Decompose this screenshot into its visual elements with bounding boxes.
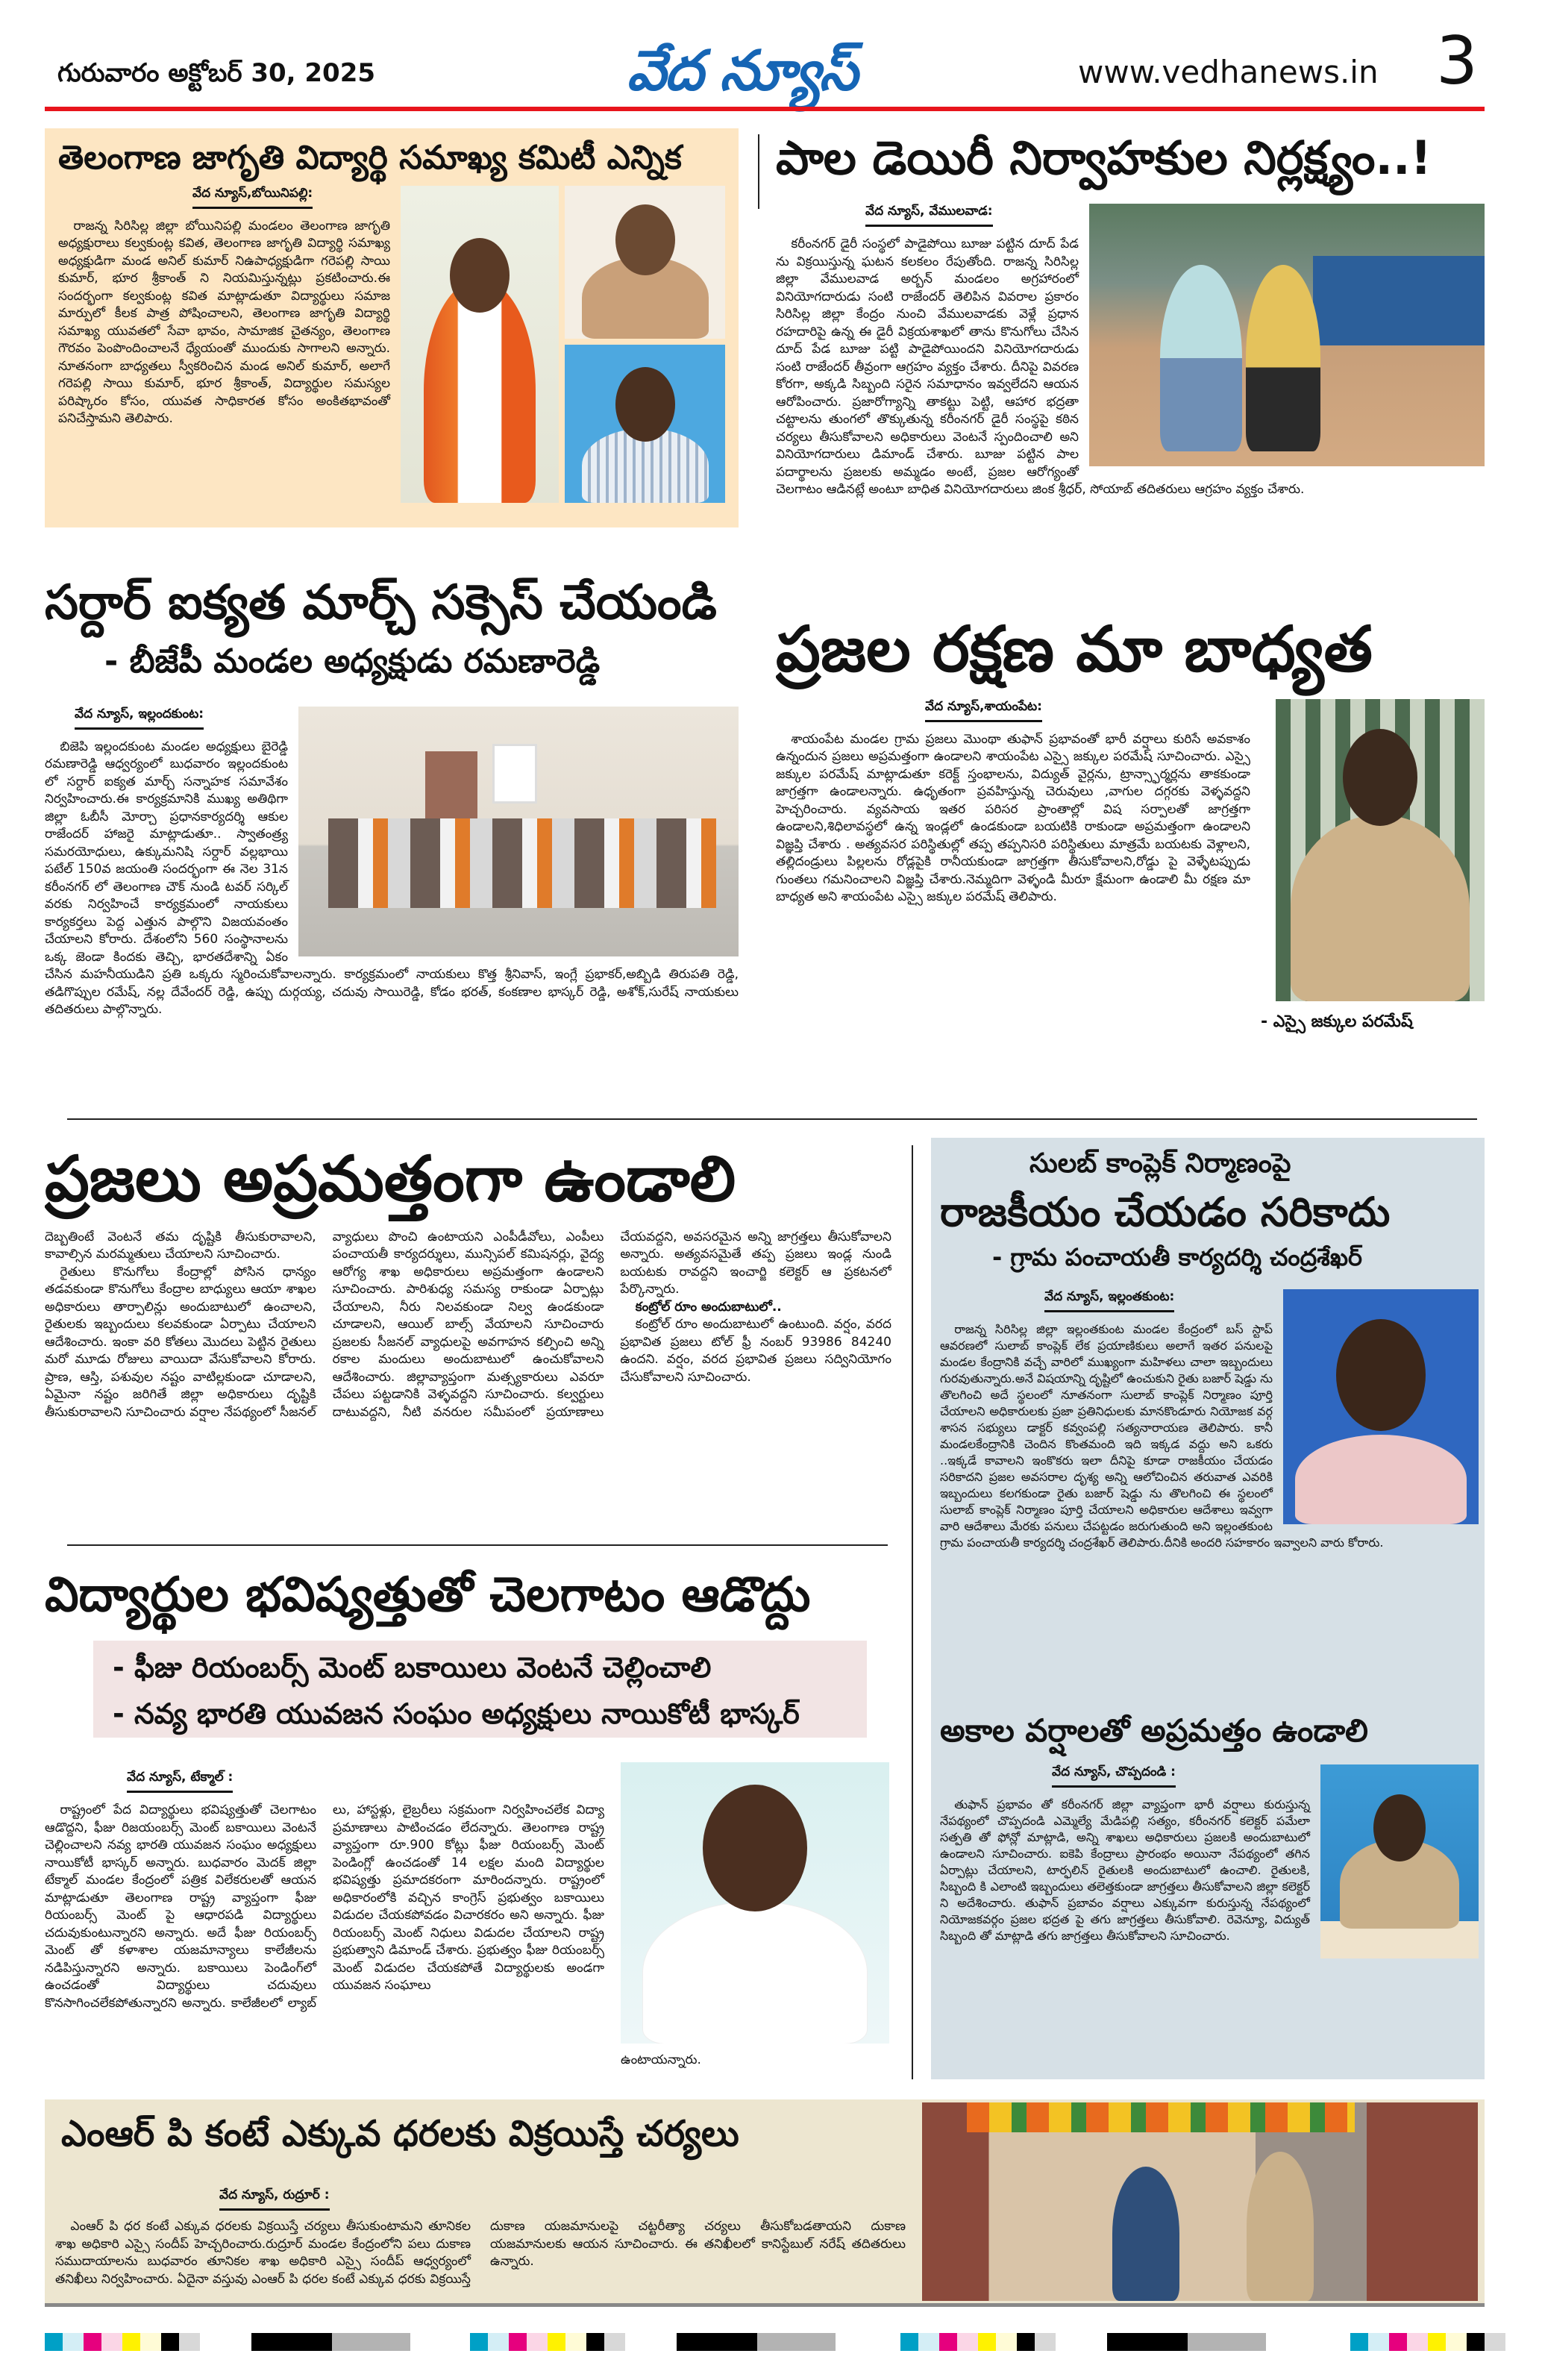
headline: రాజకీయం చేయడం సరికాదు xyxy=(940,1189,1391,1236)
column-divider xyxy=(912,1145,913,2079)
article-sardar xyxy=(45,574,739,1097)
article-vidyarthi xyxy=(45,1567,895,2082)
article-body-tail: ఉంటాయన్నారు. xyxy=(621,2052,701,2067)
headline: పాల డెయిరీ నిర్వాహకుల నిర్లక్ష్యం..! xyxy=(776,131,1432,185)
subheadline: - గ్రామ పంచాయతీ కార్యదర్శి చంద్రశేఖర్ xyxy=(992,1242,1362,1271)
article-body: రాజన్న సిరిసిల్ల జిల్లా బోయినిపల్లి మండలం తెలంగాణ జాగృతి అధ్యక్షురాలు కల్వకుంట్ల కవిత, తెలంగాణ జాగృతి విద్యార్థి సమాఖ్య అధ్యక్షుడిగా మండ అనిల్ కుమార్ నిఉపాధ్యక్షుడిగా గరెపల్లి సాయి కుమార్, భూర శ్రీకాంత్ ని నియమిస్తున్నట్లు ప్రకటించారు.ఈ సందర్భంగా కల్వకుంట్ల కవిత మాట్లాడుతూ విద్యార్థులు సమాజ మార్పులో కీలక పాత్ర పోషించాలని, తెలంగాణ జాగృతి విద్యార్థి సమాఖ్య యువతలో సేవా భావం, సామాజిక చైతన్యం, తెలంగాణ గౌరవం పెంపొందించాలనే ధ్యేయంతో ముందుకు సాగాలని అన్నారు. నూతనంగా బాధ్యతలు స్వీకరించిన మండ అనిల్ కుమార్, అలాగే గరెపల్లి సాయి కుమార్, భూర శ్రీకాంత్, విద్యార్థుల సమస్యల పరిష్కారం కోసం, యువత సాధికారత కోసం అంకితభావంతో పనిచేస్తామని తెలిపారు. xyxy=(58,218,390,427)
dateline: వేద న్యూస్,బోయినిపల్లి: xyxy=(192,186,313,209)
meeting-photo xyxy=(298,707,739,956)
article-subheading: కంట్రోల్ రూం అందుబాటులో.. xyxy=(635,1299,782,1315)
section-divider xyxy=(67,1544,888,1546)
article-body: తుఫాన్ ప్రభావం తో కరీంనగర్ జిల్లా వ్యాప్తంగా భారీ వర్షాలు కురుస్తున్న నేపథ్యంలో చొప్పదండి ఎమ్మెల్యే మేడిపల్లి సత్యం, కరీంనగర్ కలెక్టర్ పమేలా సత్పతి తో ఫోన్లో మాట్లాడి, అన్ని శాఖలు అధికారులు ప్రజలకి అందుబాటులో ఉండాలని సూచించారు. ఐకెపి కేంద్రాలు ప్రారంభం అయినా నేపథ్యంలో తగిన ఏర్పాట్లు చేయాలని, టార్ఫలిన్ రైతులకి అందుబాటులో ఉంచాలి. రైతులకి, సిబ్బంది కి ఎలాంటి ఇబ్బందులు తలెత్తకుండా జాగ్రత్తలు తీసుకోవాలని జిల్లా కలెక్టర్ ని అదేశించారు. తుఫాన్ ప్రబావం వర్షాలు ఎక్కువగా కురుస్తున్న నేపథ్యంలో నియోజకవర్గం ప్రజల భద్రత పై తగు జాగ్రత్తలు తీసుకోవాలి. రెవెన్యూ, విద్యుత్ సిబ్బంది తో మాట్లాడి తగు జాగ్రత్తలు తీసుకోవాలని సూచించారు. xyxy=(940,1797,1310,1944)
police-photo-block xyxy=(1261,699,1485,1042)
article-jagruthi xyxy=(45,128,739,527)
subheadline: - బీజేపీ మండల అధ్యక్షుడు రమణారెడ్డి xyxy=(104,642,601,680)
article-dairy xyxy=(776,131,1485,567)
section-divider xyxy=(67,1118,1477,1120)
website-url[interactable]: www.vedhanews.in xyxy=(1078,54,1379,90)
article-body: రాష్ట్రంలో పేద విద్యార్థులు భవిష్యత్తుతో చెలగాటం ఆడొద్దని, ఫీజు రిజయంబర్స్ మెంట్ బకాయిలు వెంటనే చెల్లించాలని నవ్య భారతి యువజన సంఘం అధ్యక్షులు నాయికోటీ భాస్కర్ అన్నారు. బుధవారం మెదక్ జిల్లా టేక్మాల్ మండల కేంద్రంలో పత్రిక విలేకరులతో ఆయన మాట్లాడుతూ తెలంగాణ రాష్ట్ర వ్యాప్తంగా ఫీజు రియంబర్స్ మెంట్ పై ఆధారపడి విద్యార్థులు చదువుకుంటున్నారని అన్నారు. అదే ఫీజు రియంబర్స్ మెంట్ తో కళాశాల యజమాన్యాలు కాలేజీలను నడిపిస్తున్నారని అన్నారు. బకాయిలు పెండింగ్‌లో ఉంచడంతో విద్యార్థులు చదువులు కొనసాగించలేకపోతున్నారని అన్నారు. కాలేజీలలో ల్యాబ్ లు, హాస్టళ్లు, లైబ్రరీలు సక్రమంగా నిర్వహించలేక విద్యా ప్రమాణాలు పాటించడం లేదన్నారు. తెలంగాణ రాష్ట్ర వ్యాప్తంగా రూ.900 కోట్లు ఫీజు రియంబర్స్ మెంట్ పెండింగ్లో ఉంచడంతో 14 లక్షల మంది విద్యార్థుల భవిష్యత్తు ప్రమాదకరంగా మారిందన్నారు. రాష్ట్రంలో అధికారంలోకి వచ్చిన కాంగ్రెస్ ప్రభుత్వం బకాయిలు విడుదల చేయకపోవడం విచారకరం అని అన్నారు. ఫీజు రియంబర్స్ మెంట్ నిధులు విడుదల చేయాలని రాష్ట్ర ప్రభుత్వాని డిమాండ్ చేశారు. ప్రభుత్వం ఫీజు రియంబర్స్ మెంట్ విడుదల చేయకపోతే విద్యార్థులకు అండగా యువజన సంఘాలు xyxy=(45,1803,604,2011)
kicker: సులబ్ కాంప్లెక్ నిర్మాణంపై xyxy=(1029,1148,1291,1179)
headline: సర్దార్ ఐక్యత మార్చ్ సక్సెస్ చేయండి xyxy=(45,575,717,630)
article-sulab xyxy=(940,1148,1479,1551)
dateline: వేద న్యూస్, ఇల్లంతకుంట: xyxy=(1044,1289,1174,1312)
dairy-shop-photo xyxy=(1089,204,1485,466)
bhaskar-photo xyxy=(621,1762,889,2044)
headline: విద్యార్థుల భవిష్యత్తుతో చెలగాటం ఆడొద్దు xyxy=(45,1568,811,1623)
article-body: కరీంనగర్ డైరీ సంస్థలో పాడైపోయి బూజు పట్టిన దూద్ పేడ ను విక్రయిస్తున్న ఘటన కలకలం రేపుతోంది. రాజన్న సిరిసిల్ల జిల్లా వేములవాడ అర్బన్ మండలం అగ్రహారంలో వినియోగదారుడు సంటి రాజేందర్ తెలిపిన వివరాల ప్రకారం సిరిసిల్ల జిల్లా కేంద్రం నుంచి వేములవాడకు వెళ్లే ప్రధాన రహదారిపై ఉన్న ఈ డైరీ విక్రయశాఖలో తాను కొనుగోలు చేసిన దూద్ పేడ బూజు పట్టి పాడైపోయిందని వినియోగదారుడు సంటి రాజేందర్ తీవ్రంగా ఆగ్రహం వ్యక్తం చేశారు. దీనిపై వివరణ కోరగా, అక్కడి సిబ్బంది సరైన సమాధానం ఇవ్వలేదని ఆయన ఆరోపించారు. ప్రజారోగ్యాన్ని తాకట్టు పెట్టి, ఆహార భద్రతా చట్టాలను తుంగలో తొక్కుతున్న కరీంనగర్ డైరీ సంస్థపై కఠిన చర్యలు తీసుకోవాలని అధికారులు వెంటనే స్పందించాలి అని వినియోగదారులు డిమాండ్ చేశారు. బూజు పట్టిన పాల పదార్థాలను ప్రజలకు అమ్మడం అంటే, ప్రజల ఆరోగ్యంతో చెలగాటం ఆడినట్లే అంటూ బాధిత వినియోగదారులు జింక శ్రీధర్, సోయాబ్ తదితరులు ఆగ్రహం వ్యక్తం చేశారు. xyxy=(776,237,1305,498)
chandrashekar-photo xyxy=(1283,1289,1479,1524)
density-bar xyxy=(251,2333,410,2351)
article-body: బిజెపి ఇల్లందకుంట మండల అధ్యక్షులు బైరెడ్డి రమణారెడ్డి ఆధ్వర్యంలో బుధవారం ఇల్లందకుంట లో సర్దార్ ఐక్యత మార్చ్ సన్నాహక సమావేశం నిర్వహించారు.ఈ కార్యక్రమానికి ముఖ్య అతిథిగా జిల్లా ఓబీసీ మోర్చా ప్రధానకార్యదర్శి ఆకుల రాజేందర్ హాజరై మాట్లాడుతూ.. స్వాతంత్ర్య సమరయోధులు, ఉక్కుమనిషి సర్దార్ వల్లభాయి పటేల్ 150వ జయంతి సందర్భంగా ఈ నెల 31న కరీంనగర్ లో తెలంగాణ చౌక్ నుండి టవర్ సర్కిల్ వరకు నిర్వహించే కార్యక్రమంలో నాయకులు కార్యకర్తలు పెద్ద ఎత్తున పాల్గొని విజయవంతం చేయాలని కోరారు. దేశంలోని 560 సంస్థానాలను ఒక్క జెండా కిందకు తెచ్చి, భారతదేశాన్ని ఏకం చేసిన మహనీయుడిని ప్రతి ఒక్కరు స్మరించుకోవాలన్నారు. కార్యక్రమంలో నాయకులు కొత్త శ్రీనివాస్, ఇంగ్లే ప్రభాకర్,అబ్బిడి తిరుపతి రెడ్డి, తడిగొప్పుల రమేష్, నల్ల దేవేందర్ రెడ్డి, ఉప్పు దుర్గయ్య, చదువు సాయిరెడ్డి, కోడం భరత్, కంకణాల భాస్కర్ రెడ్డి, అశోక్,సురేష్ నాయకులు తదితరులు పాల్గొన్నారు. xyxy=(45,739,739,1018)
photo-caption: - ఎస్సై జక్కుల పరమేష్ xyxy=(1261,1012,1413,1031)
color-registration-bars xyxy=(45,2333,200,2351)
article-body: రైతులు కొనుగోలు కేంద్రాల్లో పోసిన ధాన్యం తడవకుండా కొనుగోలు కేంద్రాల బాధ్యులు ఆయా శాఖల అధికారులు తార్పాలిన్లు అందుబాటులో ఉంచాలని, రైతులకు ఇబ్బందులు కలవకుండా ఏర్పాటు చేయాలని ఆదేశించారు. ఇంకా వరి కోతలు మొదలు పెట్టిన రైతులు మరో మూడు రోజులు వాయిదా వేసుకోవాలని కోరారు. ప్రాణ, ఆస్తి, పశువుల నష్టం వాటిల్లకుండా చూడాలని, ఏమైనా నష్టం జరిగితే జిల్లా అధికారులు దృష్టికి తీసుకురావాలని సూచించారు వర్షాల నేపథ్యంలో సీజనల్ వ్యాధులు పొంచి ఉంటాయని ఎంపీడీవోలు, ఎంపీలు పంచాయతీ కార్యదర్శులు, మున్సిపల్ కమిషనర్లు, వైద్య ఆరోగ్య శాఖ అధికారులు అప్రమత్తంగా ఉండాలని సూచించారు. పారిశుధ్య సమస్య రాకుండా ఏర్పాట్లు చేయాలని, నీరు నిలవకుండా నిల్వ ఉండకుండా చూడాలని, ఆయిల్ బాల్స్ వేయాలని సూచించారు ప్రజలకు సీజనల్ వ్యాధులపై అవగాహన కల్పించి అన్ని రకాల మందులు అందుబాటులో ఉంచుకోవాలని ఆదేశించారు. జిల్లావ్యాప్తంగా మత్స్యకారులు ఎవరూ చేపలు పట్టడానికి వెళ్ళవద్దని సూచించారు. కల్వర్టులు దాటువద్దని, నీటి వనరుల సమీపంలో ప్రయాణాలు చేయవద్దని, అవసరమైన అన్ని జాగ్రత్తలు తీసుకోవాలని అన్నారు. అత్యవసమైతే తప్ప ప్రజలు ఇండ్ల నుండి బయటకు రావద్దని ఇంచార్జి కలెక్టర్ ఆ ప్రకటనలో పేర్కొన్నారు. xyxy=(45,1229,891,1420)
article-body: రాజన్న సిరిసిల్ల జిల్లా ఇల్లంతకుంట మండల కేంద్రంలో బస్ స్టాప్ ఆవరణలో సులాబ్ కాంప్లెక్ లేక ప్రయాణికులు అలాగే ఇతర పనులపై మండల కేంద్రానికి వచ్చే వారిలో ముఖ్యంగా మహిళలు చాలా ఇబ్బందులు గురవుతున్నారు.అనే విషయాన్ని దృష్టిలో ఉంచుకుని రైతు బజార్ షెడ్డు ను తొలగించి అదే స్థలంలో నూతనంగా సులాబ్ కాంప్లెక్ నిర్మాణం పూర్తి చేయాలని అధికారులకు ప్రజా ప్రతినిధులకు మానకొండూరు నియోజక వర్గ శాసన సభ్యులు డాక్టర్ కవ్వంపల్లి సత్యనారాయణ తెలిపారు. కానీ మండలకేంద్రానికి చెందిన కొంతమంది ఇది ఇక్కడ వద్దు అని ఒకరు ..ఇక్కడే కావాలని ఇంకొకరు ఇలా దీనిపై కూడా రాజకీయం చేయడం సరికాదని ప్రజల అవసరాల దృశ్య అన్ని ఆలోచించిన తరువాత ఎవరికి ఇబ్బందులు కలగకుండా రైతు బజార్ షెడ్డు ను తొలగించి ఈ స్థలంలో సులాబ్ కాంప్లెక్ నిర్మాణం పూర్తి చేయాలని అధికారుల ఆదేశాలు ఇవ్వగా వారి ఆదేశాలు మేరకు పనులు చేపట్టడం జరుగుతుంది అని ఇల్లంతకుంట గ్రామ పంచాయతీ కార్యదర్శి చంద్రశేఖర్ తెలిపారు.దీనికి అందరి సహకారం ఇవ్వాలని వారు కోరారు. xyxy=(940,1321,1384,1550)
right-panel xyxy=(931,1138,1485,2079)
headline: ఎంఆర్ పి కంటే ఎక్కువ ధరలకు విక్రయిస్తే చర్యలు xyxy=(61,2113,739,2155)
masthead-logo: వేద న్యూస్ xyxy=(627,39,856,103)
issue-date: గురువారం అక్టోబర్ 30, 2025 xyxy=(57,58,376,88)
photo-collage xyxy=(401,186,725,503)
highlight-point: - నవ్య భారతి యువజన సంఘం అధ్యక్షులు నాయికోటీ భాస్కర్ xyxy=(113,1697,800,1730)
dateline: వేద న్యూస్,శాయంపేట: xyxy=(925,699,1042,722)
headline: తెలంగాణ జాగృతి విద్యార్థి సమాఖ్య కమిటీ ఎన్నిక xyxy=(58,139,682,177)
color-registration-bars xyxy=(1350,2333,1505,2351)
dateline: వేద న్యూస్, రుద్రూర్ : xyxy=(219,2188,330,2211)
photo-person-1 xyxy=(401,186,559,503)
article-body: ఎంఆర్ పి ధర కంటే ఎక్కువ ధరలకు విక్రయిస్తే చర్యలు తీసుకుంటామని తూనికల శాఖ అధికారి ఎస్సై సందీప్ హెచ్చరించారు.రుద్రూర్ మండల కేంద్రంలోని పలు దుకాణ సముదాయాలను బుధవారం తూనికల శాఖ అధికారి ఎస్సై సందీప్ ఆధ్వర్యంలో తనిఖీలు నిర్వహించారు. ఏదైనా వస్తువు ఎంఆర్ పి ధరల కంటే ఎక్కువ ధరకు విక్రయిస్తే దుకాణ యజమానులపై చట్టరీత్యా చర్యలు తీసుకోబడతాయని దుకాణ యజమానులకు ఆయన సూచించారు. ఈ తనిఖీలలో కానిస్టేబుల్ నరేష్ తదితరులు ఉన్నారు. xyxy=(55,2219,906,2287)
article-akala xyxy=(940,1712,1479,1964)
page-number: 3 xyxy=(1436,22,1478,99)
highlight-point: - ఫీజు రియంబర్స్ మెంట్ బకాయిలు వెంటనే చెల్లించాలి xyxy=(113,1650,712,1684)
dateline: వేద న్యూస్, చొప్పదండి : xyxy=(1052,1764,1176,1788)
article-body: శాయంపేట మండల గ్రామ ప్రజలు మొంథా తుఫాన్ ప్రభావంతో భారీ వర్షాలు కురిసే అవకాశం ఉన్నందున ప్రజలు అప్రమత్తంగా ఉండాలని శాయంపేట ఎస్సై జక్కుల పరమేష్ సూచించారు. ఎస్సై జక్కుల పరమేష్ మాట్లాడుతూ కరెక్ట్ స్తంభాలను, విద్యుత్ వైర్లను, ట్రాన్స్ఫార్మర్లను తాకకుండా జాగ్రత్తగా ఉండాలన్నారు. ఉధృతంగా ప్రవహిస్తున్న చెరువులు ,వాగుల దగ్గరకు వెళ్ళవద్దని హెచ్చరించారు. వ్యవసాయ ఇతర పరిసర ప్రాంతాల్లో విష సర్పాలతో జాగ్రత్తగా ఉండాలని,శిధిలావస్థలో ఉన్న ఇండ్లలో ఉండకుండా బయటికి రాకుండా అప్రమత్తంగా ఉండాలని విజ్ఞప్తి చేశారు . అత్యవసర పరిస్థితుల్లో తప్ప తప్పనిసరి పరిస్థితులు మాత్రమే బయటకు వెళ్లాలని, తల్లిదండ్రులు పిల్లలను రోడ్లపైకి రానీయకుండా జాగ్రత్తగా తీసుకోవాలని,రోడ్డు పై వెళ్ళేటప్పుడు గుంతలు గమనించాలని విజ్ఞప్తి చేశారు.నెమ్మదిగా వెళ్ళండి మీరూ క్షేమంగా ఉండాలి మీ రక్షణ మా బాధ్యత అని శాయంపేట ఎస్సై జక్కుల పరమేష్ తెలిపారు. xyxy=(776,731,1250,905)
article-rakshana xyxy=(776,612,1485,1108)
headline: అకాల వర్షాలతో అప్రమత్తం ఉండాలి xyxy=(940,1712,1368,1749)
density-bar xyxy=(677,2333,836,2351)
density-bar xyxy=(1107,2333,1266,2351)
police-officer-photo xyxy=(1276,699,1485,1001)
color-registration-bars xyxy=(470,2333,625,2351)
photo-person-3 xyxy=(565,345,725,503)
photo-person-2 xyxy=(565,186,725,339)
dateline: వేద న్యూస్, వేములవాడ: xyxy=(865,204,993,227)
article-apramattam xyxy=(45,1142,891,1515)
headline: ప్రజల రక్షణ మా బాధ్యత xyxy=(776,613,1373,686)
article-mrp xyxy=(45,2099,1485,2307)
dateline: వేద న్యూస్, ఇల్లందకుంట: xyxy=(75,707,204,730)
article-body: కంట్రోల్ రూం అందుబాటులో ఉంటుంది. వర్షం, వరద ప్రభావిత ప్రజలు టోల్ ఫ్రీ నంబర్ 93986 84240 ఉందని. వర్షం, వరద ప్రభావిత ప్రజలు సద్వినియోగం చేసుకోవాలని సూచించారు. xyxy=(620,1317,891,1385)
dateline: వేద న్యూస్, టేక్మాల్ : xyxy=(127,1770,233,1793)
mla-photo xyxy=(1320,1764,1479,1958)
headline: ప్రజలు అప్రమత్తంగా ఉండాలి xyxy=(45,1142,736,1215)
shop-inspection-photo xyxy=(922,2102,1478,2301)
article-body: దెబ్బతింటే వెంటనే తమ దృష్టికి తీసుకురావాలని, కావాల్సిన మరమ్మతులు చేయాలని సూచించారు. xyxy=(45,1229,316,1262)
highlight-box xyxy=(93,1641,867,1738)
header-rule xyxy=(45,107,1485,111)
column-divider xyxy=(758,134,759,209)
color-registration-bars xyxy=(900,2333,1056,2351)
